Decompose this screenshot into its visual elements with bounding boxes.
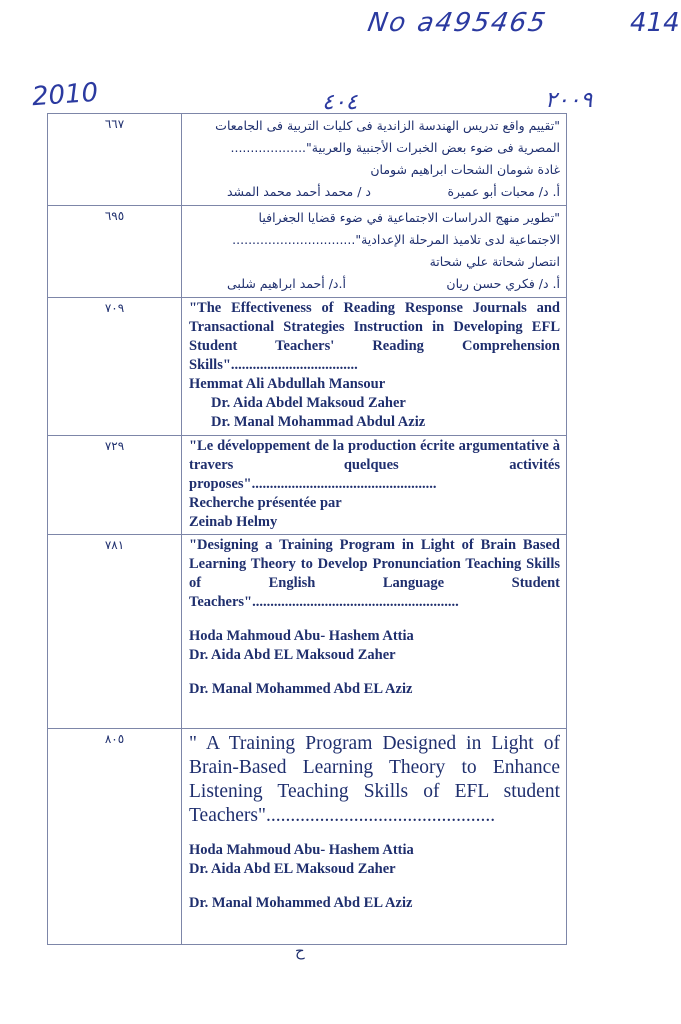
supervisor-1: Dr. Aida Abd EL Maksoud Zaher [189,647,396,663]
supervisor-2: Dr. Manal Mohammed Abd EL Aziz [189,895,413,911]
footer-page-letter: ح [295,942,305,960]
entry-supervisors [189,273,560,295]
supervisor-1: أ. د/ محبات أبو عميرة [447,184,560,199]
entry-title-line: "تقييم واقع تدريس الهندسة الزاندية فى كليات التربية فى الجامعات [215,118,560,133]
supervisor-2: د / محمد أحمد محمد المشد [227,184,371,199]
page-number-cell [48,436,182,535]
entry-cell [182,298,567,436]
page-number: ٧٠٩ [104,301,125,315]
entry-cell [182,535,567,729]
handwritten-mark-b: ٢٠٠٩ [545,88,593,113]
entry-supervisors [189,181,560,203]
entry-author: غادة شومان الشحات ابراهيم شومان [370,162,560,177]
page-number-cell [48,206,182,298]
entry-presented-by: Recherche présentée par [189,495,342,511]
entry-cell [182,729,567,945]
page-number-cell [48,114,182,206]
supervisor-1: Dr. Aida Abdel Maksoud Zaher [211,395,406,411]
supervisor-2: أ.د/ أحمد ابراهيم شلبى [227,276,346,291]
page-number: ٨٠٥ [104,732,125,746]
table-row [48,114,567,206]
table-row [48,206,567,298]
handwritten-year: 2010 [31,77,100,113]
contents-table [47,113,567,945]
entry-author: Hoda Mahmoud Abu- Hashem Attia [189,628,414,644]
entry-author: Hemmat Ali Abdullah Mansour [189,376,386,392]
entry-title: "Le développement de la production écrite argumentative à travers quelques activités proposes"................................................... [189,438,560,492]
page-number-cell [48,298,182,436]
page-number: ٦٩٥ [104,209,125,223]
table-row [48,436,567,535]
page-number-cell [48,729,182,945]
page-number: ٧٢٩ [104,439,125,453]
entry-title-line: الاجتماعية لدى تلاميذ المرحلة الإعدادية"............................... [232,232,560,247]
table-row [48,535,567,729]
supervisor-2: Dr. Manal Mohammed Abd EL Aziz [189,681,413,697]
table-row [48,298,567,436]
entry-author: Hoda Mahmoud Abu- Hashem Attia [189,842,414,858]
handwritten-mark-a: ٤٠٤ [322,90,358,115]
entry-title: "The Effectiveness of Reading Response Journals and Transactional Strategies Instruction in Developing EFL Student Teachers' Reading Comprehension Skills"................................... [189,300,560,373]
handwritten-page-mark: 414 [630,8,680,38]
entry-title-line: المصرية فى ضوء بعض الخبرات الأجنبية والعربية"................... [230,140,560,155]
entry-author: Zeinab Helmy [189,514,278,530]
entry-author: انتصار شحاتة علي شحاتة [429,254,560,269]
page-number-cell [48,535,182,729]
entry-title-line: "تطوير منهج الدراسات الاجتماعية في ضوء قضايا الجغرافيا [258,210,560,225]
entry-title: "Designing a Training Program in Light of Brain Based Learning Theory to Develop Pronunciation Teaching Skills of English Language Student Teachers"......................................................... [189,537,560,610]
entry-cell [182,114,567,206]
supervisor-2: Dr. Manal Mohammad Abdul Aziz [211,414,426,430]
supervisor-1: Dr. Aida Abd EL Maksoud Zaher [189,861,396,877]
page-number: ٦٦٧ [104,117,125,131]
table-row [48,729,567,945]
entry-cell [182,206,567,298]
page-number: ٧٨١ [104,538,125,552]
entry-cell [182,436,567,535]
handwritten-reference-number: No a495465 [365,8,550,38]
supervisor-1: أ. د/ فكري حسن ريان [446,276,560,291]
entry-title: " A Training Program Designed in Light of Brain-Based Learning Theory to Enhance Listening Teaching Skills of EFL student Teachers"............................................... [189,733,560,826]
